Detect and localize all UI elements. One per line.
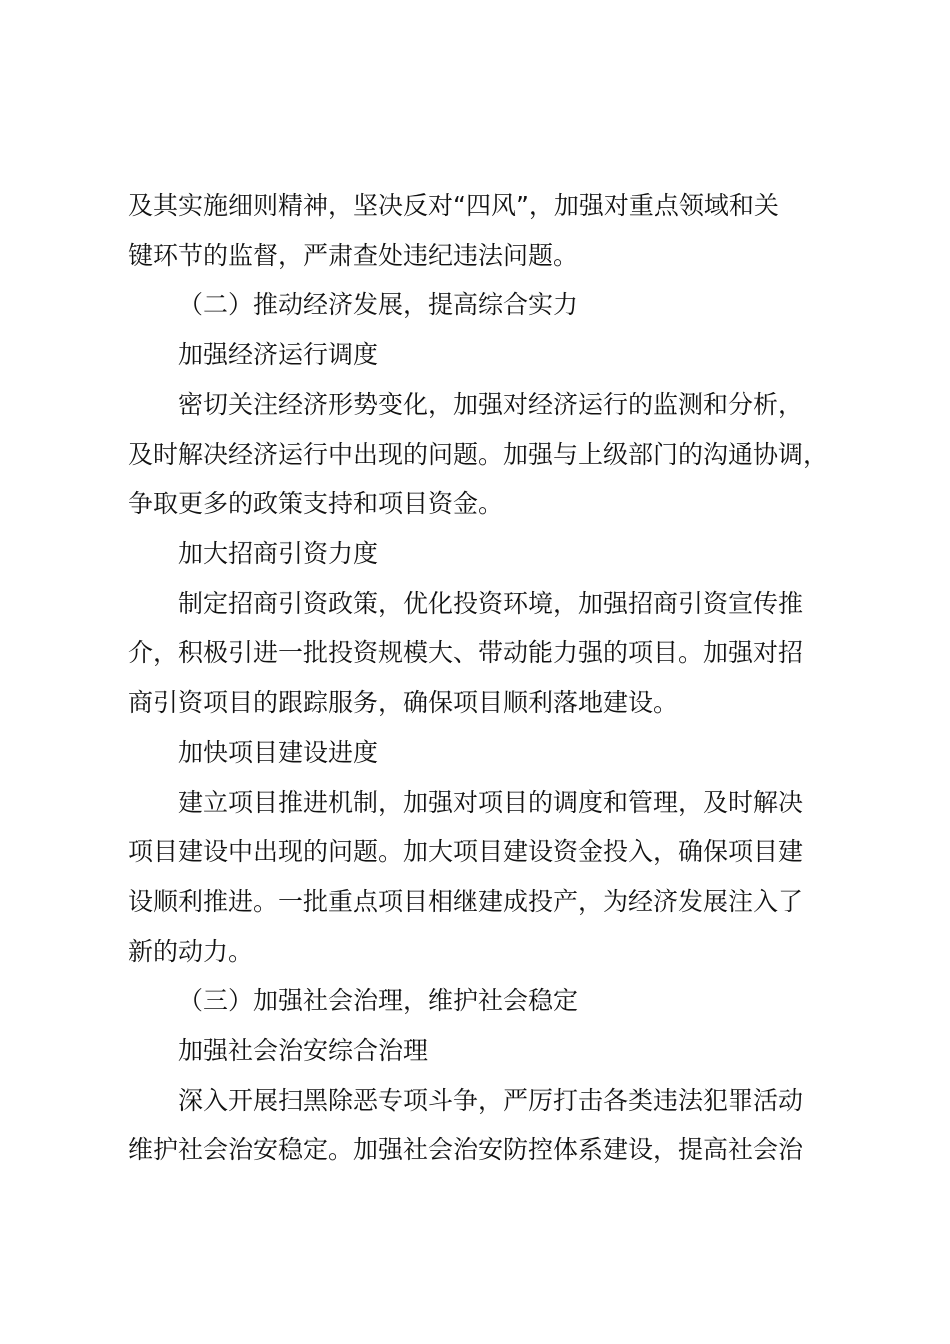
text-line: 设顺利推进。一批重点项目相继建成投产，为经济发展注入了	[128, 887, 804, 916]
subsection-heading: 加强社会治安综合治理	[178, 1036, 429, 1065]
text-line: 新的动力。	[128, 937, 254, 966]
subsection-heading: 加强经济运行调度	[178, 340, 379, 369]
text-line: 深入开展扫黑除恶专项斗争，严厉打击各类违法犯罪活动	[178, 1086, 804, 1115]
text-line: 项目建设中出现的问题。加大项目建设资金投入，确保项目建	[128, 837, 804, 866]
section-heading: （二）推动经济发展，提高综合实力	[178, 290, 579, 319]
text-line: 介，积极引进一批投资规模大、带动能力强的项目。加强对招	[128, 638, 804, 667]
text-line: 商引资项目的跟踪服务，确保项目顺利落地建设。	[128, 688, 679, 717]
text-line: 及其实施细则精神，坚决反对“四风”，加强对重点领域和关	[128, 191, 779, 220]
text-line: 键环节的监督，严肃查处违纪违法问题。	[128, 241, 579, 270]
text-line: 及时解决经济运行中出现的问题。加强与上级部门的沟通协调，	[128, 440, 829, 469]
text-line: 维护社会治安稳定。加强社会治安防控体系建设，提高社会治	[128, 1135, 804, 1164]
text-line: 争取更多的政策支持和项目资金。	[128, 489, 504, 518]
subsection-heading: 加快项目建设进度	[178, 738, 379, 767]
text-line: 制定招商引资政策，优化投资环境，加强招商引资宣传推	[178, 589, 804, 618]
text-line: 建立项目推进机制，加强对项目的调度和管理，及时解决	[178, 788, 804, 817]
section-heading: （三）加强社会治理，维护社会稳定	[178, 986, 579, 1015]
subsection-heading: 加大招商引资力度	[178, 539, 379, 568]
text-line: 密切关注经济形势变化，加强对经济运行的监测和分析，	[178, 390, 804, 419]
